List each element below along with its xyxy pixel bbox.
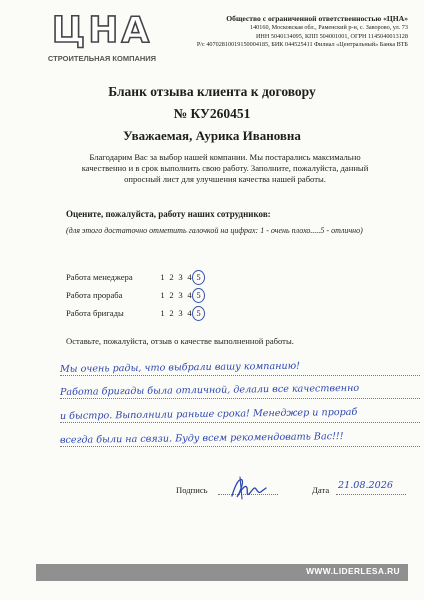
signature-scribble <box>228 474 268 502</box>
company-name: Общество с ограниченной ответственностью «ЦНА» <box>226 14 408 23</box>
scale-4[interactable]: 4 <box>187 272 192 282</box>
dotted-rule <box>60 375 420 376</box>
company-bank: Р/с 40702810019150004185, БИК 044525411 Филиал «Центральный» Банка ВТБ <box>196 41 408 49</box>
logo-name: ЦНА <box>51 10 153 51</box>
review-label: Оставьте, пожалуйста, отзыв о качестве выполненной работы. <box>66 336 294 346</box>
rating-hint: (для этого достаточно отметить галочкой на цифрах: 1 - очень плохо.....5 - отлично) <box>66 226 363 235</box>
handwritten-text: Мы очень рады, что выбрали вашу компанию! <box>59 360 301 375</box>
review-line[interactable] <box>60 403 420 423</box>
scale-5[interactable]: 5 <box>196 308 201 318</box>
rating-heading: Оцените, пожалуйста, работу наших сотрудников: <box>66 209 271 219</box>
rating-row-crew <box>66 306 326 320</box>
form-title: Бланк отзыва клиента к договору <box>108 84 316 99</box>
date-label: Дата <box>312 485 330 495</box>
selected-circle-mark <box>192 288 205 303</box>
company-ids: ИНН 5040134095, КПП 504001001, ОГРН 1145040013128 <box>255 32 408 40</box>
company-details <box>180 14 408 50</box>
scale-2[interactable]: 2 <box>169 308 174 318</box>
scale-1[interactable]: 1 <box>160 290 165 300</box>
rating-row-manager <box>66 270 326 284</box>
review-line[interactable] <box>60 379 420 399</box>
rating-label: Работа прораба <box>66 290 123 300</box>
rating-label: Работа менеджера <box>66 272 133 282</box>
handwritten-text: и быстро. Выполнили раньше срока! Менеджер и прораб <box>59 406 358 422</box>
greeting: Уважаемая, Аурика Ивановна <box>123 128 301 143</box>
date-value: 21.08.2026 <box>338 480 393 491</box>
review-line[interactable] <box>60 427 420 447</box>
scale-3[interactable]: 3 <box>178 308 183 318</box>
dotted-rule <box>60 446 420 447</box>
contract-number: № КУ260451 <box>173 106 251 121</box>
rating-label: Работа бригады <box>66 308 124 318</box>
date-rule[interactable] <box>336 494 406 495</box>
dotted-rule <box>60 398 420 399</box>
scale-5[interactable]: 5 <box>196 272 201 282</box>
company-logo <box>44 12 160 64</box>
scale-1[interactable]: 1 <box>160 308 165 318</box>
logo-subtitle: СТРОИТЕЛЬНАЯ КОМПАНИЯ <box>47 54 157 63</box>
scale-1[interactable]: 1 <box>160 272 165 282</box>
handwritten-text: Работа бригады была отличной, делали все качественно <box>59 382 360 398</box>
scale-3[interactable]: 3 <box>178 272 183 282</box>
footer-bar <box>36 564 408 581</box>
company-address: 140160, Московская обл., Раменский р-н, с. Заворово, ул. 73 <box>249 24 408 31</box>
scale-4[interactable]: 4 <box>187 290 192 300</box>
scale-3[interactable]: 3 <box>178 290 183 300</box>
scale-4[interactable]: 4 <box>187 308 192 318</box>
scale-2[interactable]: 2 <box>169 290 174 300</box>
scale-2[interactable]: 2 <box>169 272 174 282</box>
intro-text: Благодарим Вас за выбор нашей компании. Мы постарались максимально качественно и в срок выполнить свою работу. Заполните, пожалуйста, данный опросный лист для улучшения качества нашей работы. <box>81 152 369 185</box>
handwritten-text: всегда были на связи. Буду всем рекомендовать Вас!!! <box>59 431 344 446</box>
selected-circle-mark <box>192 306 205 321</box>
review-line[interactable] <box>60 356 420 376</box>
signature-label: Подпись <box>176 485 208 495</box>
footer-url[interactable]: WWW.LIDERLESA.RU <box>306 566 400 576</box>
dotted-rule <box>60 422 420 423</box>
scale-5[interactable]: 5 <box>196 290 201 300</box>
selected-circle-mark <box>192 270 205 285</box>
rating-row-foreman <box>66 288 326 302</box>
